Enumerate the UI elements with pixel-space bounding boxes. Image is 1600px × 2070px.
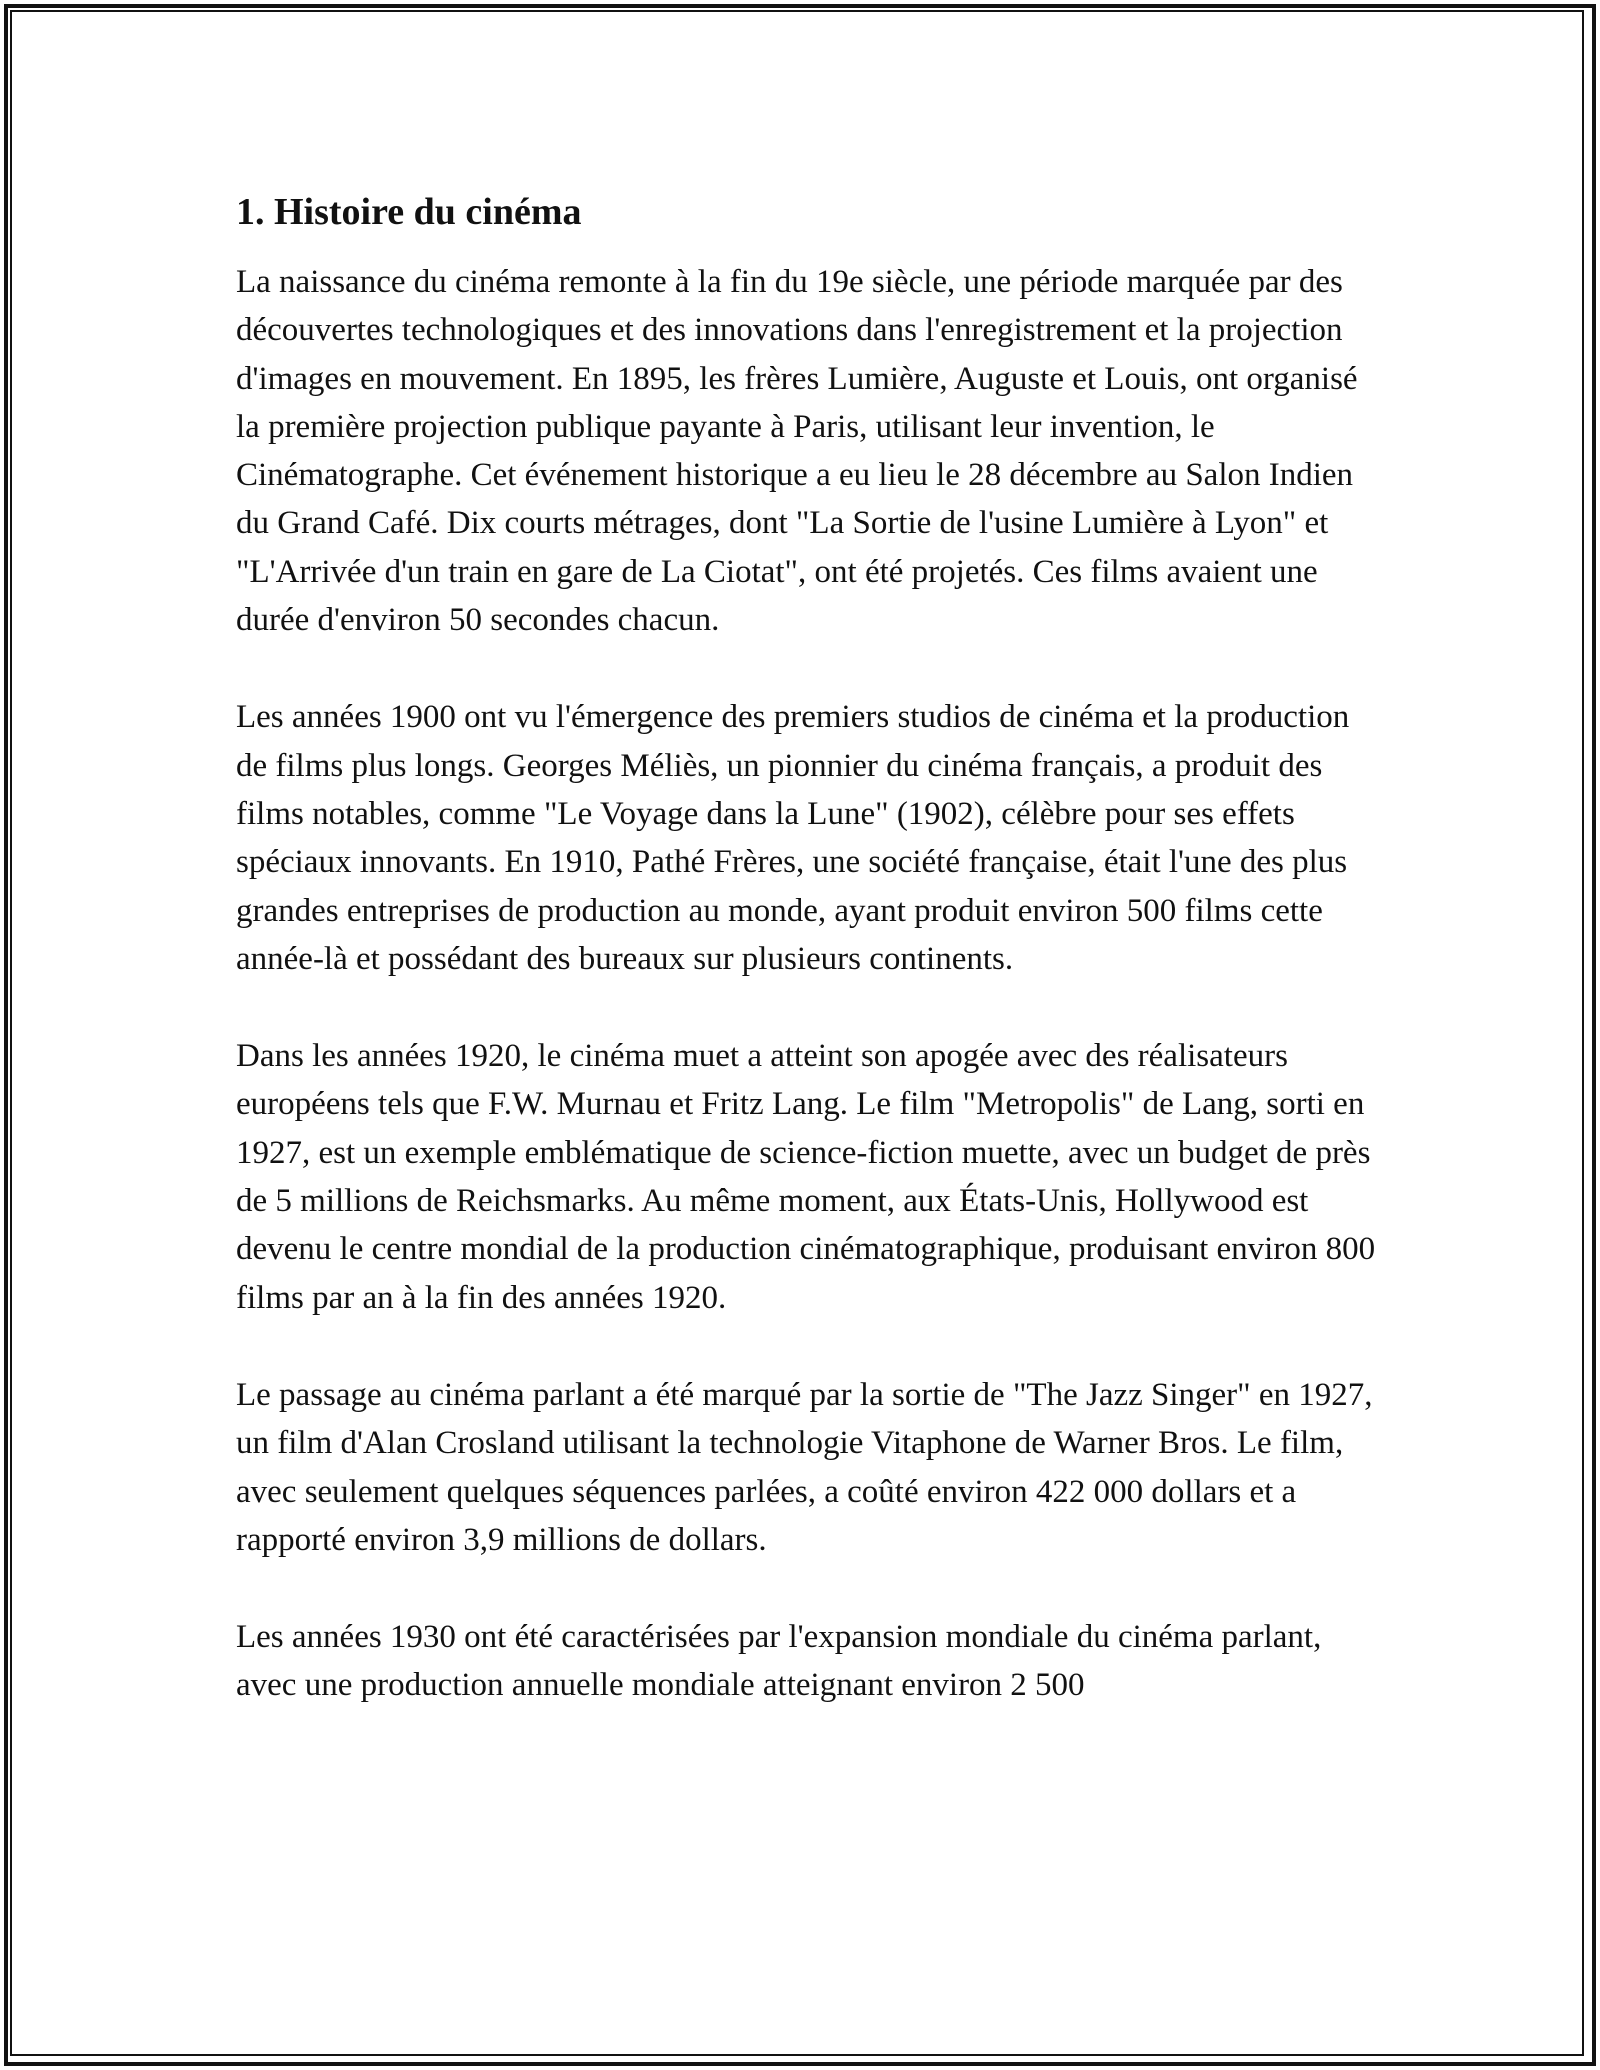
paragraph-4: Le passage au cinéma parlant a été marqué par la sortie de "The Jazz Singer" en 1927, un film d'Alan Crosland utilisant la technologie Vitaphone de Warner Bros. Le film, avec seulement quelques séquences parlées, a coûté environ 422 000 dollars et a rapporté environ 3,9 millions de dollars. (236, 1376, 1373, 1558)
paragraph-2: Les années 1900 ont vu l'émergence des premiers studios de cinéma et la production de films plus longs. Georges Méliès, un pionnier du cinéma français, a produit des films notables, comme "Le Voyage dans la Lune" (1902), célèbre pour ses effets spéciaux innovants. En 1910, Pathé Frères, une société française, était l'une des plus grandes entreprises de production au monde, ayant produit environ 500 films cette année-là et possédant des bureaux sur plusieurs continents. (236, 699, 1350, 977)
section-heading: 1. Histoire du cinéma (236, 191, 582, 233)
paragraph-3: Dans les années 1920, le cinéma muet a atteint son apogée avec des réalisateurs européens tels que F.W. Murnau et Fritz Lang. Le film "Metropolis" de Lang, sorti en 1927, est un exemple emblématique de science-fiction muette, avec un budget de près de 5 millions de Reichsmarks. Au même moment, aux États-Unis, Hollywood est devenu le centre mondial de la production cinématographique, produisant environ 800 films par an à la fin des années 1920. (236, 1038, 1376, 1316)
document-body (236, 186, 1376, 1710)
paragraph-1: La naissance du cinéma remonte à la fin du 19e siècle, une période marquée par des découvertes technologiques et des innovations dans l'enregistrement et la projection d'images en mouvement. En 1895, les frères Lumière, Auguste et Louis, ont organisé la première projection publique payante à Paris, utilisant leur invention, le Cinématographe. Cet événement historique a eu lieu le 28 décembre au Salon Indien du Grand Café. Dix courts métrages, dont "La Sortie de l'usine Lumière à Lyon" et "L'Arrivée d'un train en gare de La Ciotat", ont été projetés. Ces films avaient une durée d'environ 50 secondes chacun. (236, 264, 1358, 639)
paragraph-5: Les années 1930 ont été caractérisées par l'expansion mondiale du cinéma parlant, avec une production annuelle mondiale atteignant environ 2 500 (236, 1619, 1322, 1704)
